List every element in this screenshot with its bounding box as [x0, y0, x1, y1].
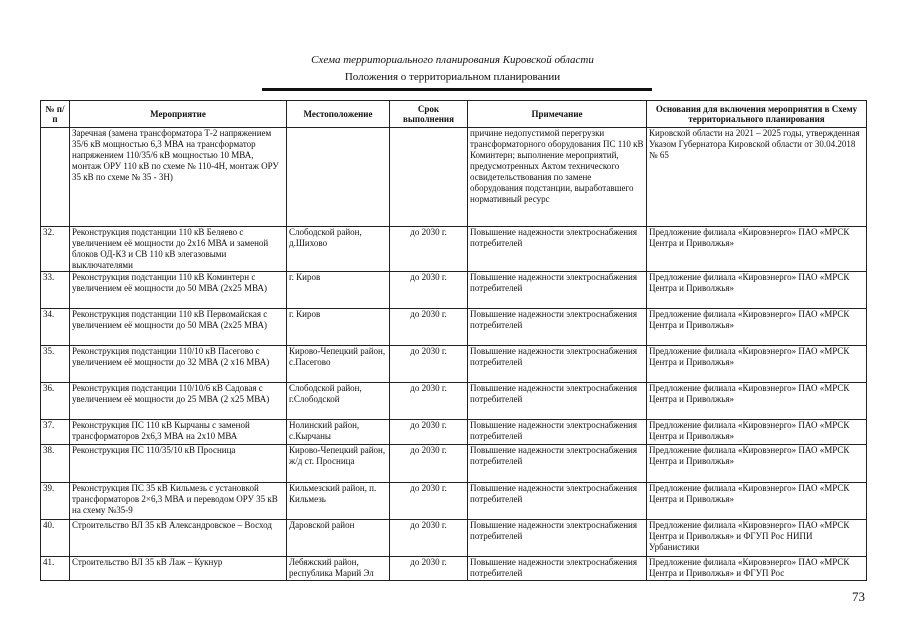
cell-num: 38.	[41, 445, 70, 483]
cell-location	[287, 128, 390, 227]
cell-deadline: до 2030 г.	[390, 445, 468, 483]
cell-basis: Предложение филиала «Кировэнерго» ПАО «МРСК Центра и Приволжья» и ФГУП Рос	[647, 557, 867, 581]
table-row	[41, 483, 867, 520]
cell-deadline: до 2030 г.	[390, 557, 468, 581]
table-row	[41, 420, 867, 445]
table-row	[41, 227, 867, 272]
cell-num: 34.	[41, 309, 70, 346]
cell-event: Реконструкция ПС 110 кВ Кырчаны с заменой трансформаторов 2х6,3 МВА на 2х10 МВА	[70, 420, 287, 445]
cell-location: Кирово-Чепецкий район, с.Пасегово	[287, 346, 390, 383]
cell-note: Повышение надежности электроснабжения потребителей	[468, 309, 647, 346]
cell-basis: Предложение филиала «Кировэнерго» ПАО «МРСК Центра и Приволжья»	[647, 483, 867, 520]
cell-deadline: до 2030 г.	[390, 272, 468, 309]
cell-event: Реконструкция подстанции 110/10/6 кВ Садовая с увеличением её мощности до 25 МВА (2 х25 МВА)	[70, 383, 287, 420]
planning-table	[40, 100, 867, 581]
cell-event: Строительство ВЛ 35 кВ Александровское – Восход	[70, 520, 287, 557]
document-title: Схема территориального планирования Кировской области	[311, 54, 594, 66]
cell-note: причине недопустимой перегрузки трансформаторного оборудования ПС 110 кВ Коминтерн; выполнение мероприятий, предусмотренных Актом технического освидетельствования по замене оборудования подстанции, выработавшего нормативный ресурс	[468, 128, 647, 227]
document-subtitle: Положения о территориальном планировании	[344, 71, 561, 83]
table-row	[41, 272, 867, 309]
cell-num: 41.	[41, 557, 70, 581]
cell-note: Повышение надежности электроснабжения потребителей	[468, 483, 647, 520]
page-number: 73	[852, 589, 865, 604]
cell-num: 40.	[41, 520, 70, 557]
header-location: Местоположение	[287, 101, 390, 128]
cell-deadline: до 2030 г.	[390, 227, 468, 272]
cell-event: Строительство ВЛ 35 кВ Лаж – Кукнур	[70, 557, 287, 581]
cell-basis: Предложение филиала «Кировэнерго» ПАО «МРСК Центра и Приволжья»	[647, 420, 867, 445]
cell-deadline: до 2030 г.	[390, 483, 468, 520]
cell-note: Повышение надежности электроснабжения потребителей	[468, 557, 647, 581]
cell-location: Даровской район	[287, 520, 390, 557]
table-row	[41, 520, 867, 557]
cell-event: Реконструкция ПС 110/35/10 кВ Просница	[70, 445, 287, 483]
cell-num: 33.	[41, 272, 70, 309]
cell-basis: Предложение филиала «Кировэнерго» ПАО «МРСК Центра и Приволжья»	[647, 227, 867, 272]
cell-deadline: до 2030 г.	[390, 383, 468, 420]
table-row	[41, 445, 867, 483]
header-num: № п/п	[41, 101, 70, 128]
table-row	[41, 557, 867, 581]
cell-deadline: до 2030 г.	[390, 309, 468, 346]
cell-basis: Предложение филиала «Кировэнерго» ПАО «МРСК Центра и Приволжья»	[647, 309, 867, 346]
cell-event: Реконструкция подстанции 110 кВ Беляево с увеличением её мощности до 2х16 МВА и заменой блоков ОД-КЗ и СВ 110 кВ элегазовыми выключателями	[70, 227, 287, 272]
cell-deadline: до 2030 г.	[390, 520, 468, 557]
cell-note: Повышение надежности электроснабжения потребителей	[468, 272, 647, 309]
cell-note: Повышение надежности электроснабжения потребителей	[468, 520, 647, 557]
cell-num: 32.	[41, 227, 70, 272]
table-row	[41, 383, 867, 420]
cell-location: Слободской район, г.Слободской	[287, 383, 390, 420]
cell-basis: Предложение филиала «Кировэнерго» ПАО «МРСК Центра и Приволжья»	[647, 346, 867, 383]
cell-location: Лебяжский район, республика Марий Эл	[287, 557, 390, 581]
cell-event: Реконструкция подстанции 110 кВ Первомайская с увеличением её мощности до 50 МВА (2х25 МВА)	[70, 309, 287, 346]
cell-num	[41, 128, 70, 227]
cell-note: Повышение надежности электроснабжения потребителей	[468, 420, 647, 445]
cell-note: Повышение надежности электроснабжения потребителей	[468, 383, 647, 420]
table-row	[41, 346, 867, 383]
cell-note: Повышение надежности электроснабжения потребителей	[468, 445, 647, 483]
table-row	[41, 309, 867, 346]
cell-basis: Предложение филиала «Кировэнерго» ПАО «МРСК Центра и Приволжья» и ФГУП Рос НИПИ Урбанистики	[647, 520, 867, 557]
cell-deadline: до 2030 г.	[390, 346, 468, 383]
cell-location: Кильмезский район, п. Кильмезь	[287, 483, 390, 520]
cell-num: 36.	[41, 383, 70, 420]
cell-event: Заречная (замена трансформатора Т-2 напряжением 35/6 кВ мощностью 6,3 МВА на трансформатор напряжением 110/35/6 кВ мощностью 10 МВА, монтаж ОРУ 110 кВ по схеме № 110-4Н, монтаж ОРУ 35 кВ по схеме № 35 - 3Н)	[70, 128, 287, 227]
cell-event: Реконструкция подстанции 110 кВ Коминтерн с увеличением её мощности до 50 МВА (2х25 МВА)	[70, 272, 287, 309]
header-event: Мероприятие	[70, 101, 287, 128]
table-header-row	[41, 101, 867, 128]
cell-deadline: до 2030 г.	[390, 420, 468, 445]
cell-location: Слободской район, д.Шихово	[287, 227, 390, 272]
cell-location: Кирово-Чепецкий район, ж/д ст. Просница	[287, 445, 390, 483]
header-note: Примечание	[468, 101, 647, 128]
cell-basis: Кировской области на 2021 – 2025 годы, утвержденная Указом Губернатора Кировской области от 30.04.2018 № 65	[647, 128, 867, 227]
table-row	[41, 128, 867, 227]
cell-event: Реконструкция подстанции 110/10 кВ Пасегово с увеличением её мощности до 32 МВА (2 х16 МВА)	[70, 346, 287, 383]
cell-basis: Предложение филиала «Кировэнерго» ПАО «МРСК Центра и Приволжья»	[647, 272, 867, 309]
cell-location: Нолинский район, с.Кырчаны	[287, 420, 390, 445]
cell-num: 35.	[41, 346, 70, 383]
cell-location: г. Киров	[287, 272, 390, 309]
header-deadline: Срок выполнения	[390, 101, 468, 128]
cell-note: Повышение надежности электроснабжения потребителей	[468, 227, 647, 272]
cell-num: 39.	[41, 483, 70, 520]
cell-location: г. Киров	[287, 309, 390, 346]
cell-note: Повышение надежности электроснабжения потребителей	[468, 346, 647, 383]
header-basis: Основания для включения мероприятия в Схему территориального планирования	[647, 101, 867, 128]
cell-deadline	[390, 128, 468, 227]
cell-event: Реконструкция ПС 35 кВ Кильмезь с установкой трансформаторов 2×6,3 МВА и переводом ОРУ 35 кВ на схему №35-9	[70, 483, 287, 520]
header-rule	[262, 88, 652, 91]
cell-basis: Предложение филиала «Кировэнерго» ПАО «МРСК Центра и Приволжья»	[647, 445, 867, 483]
cell-num: 37.	[41, 420, 70, 445]
cell-basis: Предложение филиала «Кировэнерго» ПАО «МРСК Центра и Приволжья»	[647, 383, 867, 420]
